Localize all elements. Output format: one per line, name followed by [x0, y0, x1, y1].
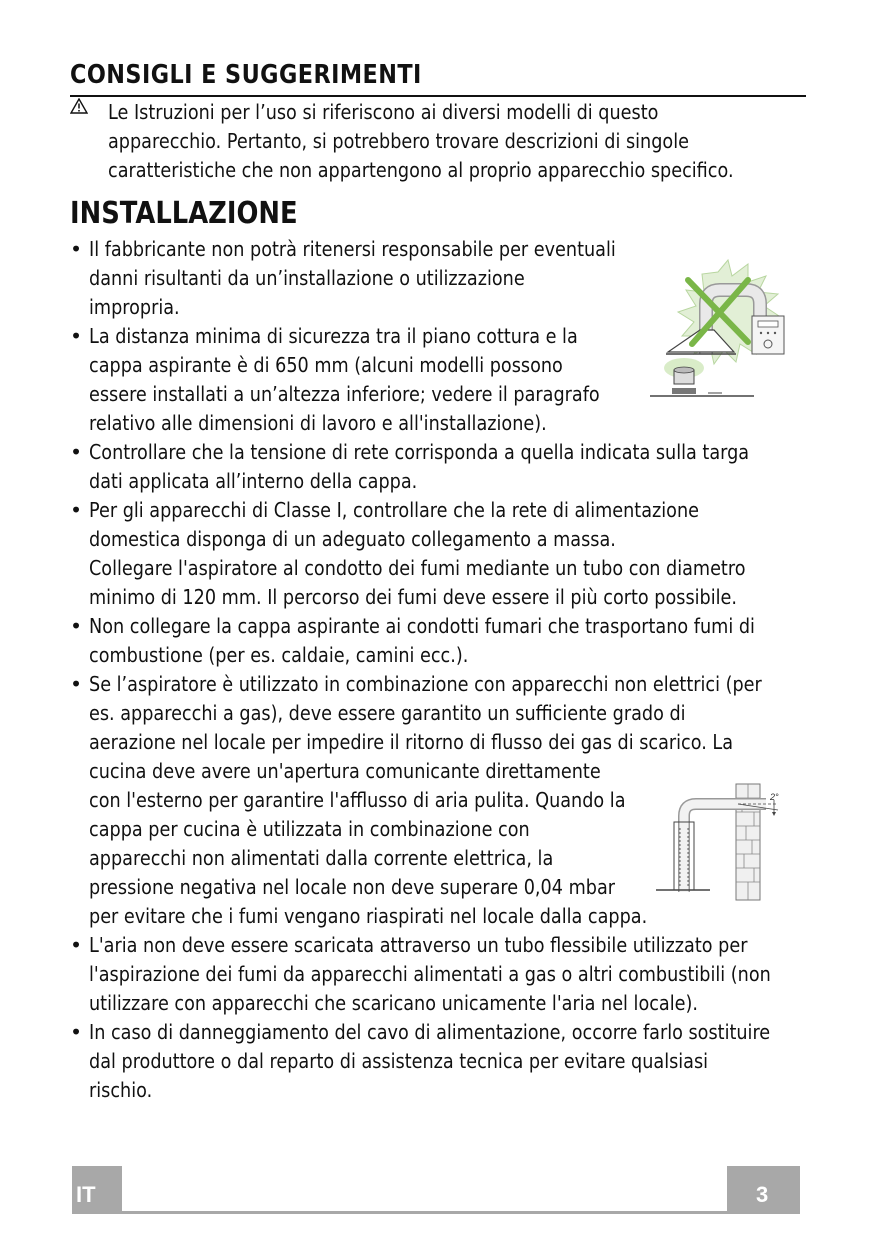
footer-rule — [72, 1211, 800, 1214]
item-line: dal produttore o dal reparto di assistenza tecnica per evitare qualsiasi — [89, 1049, 709, 1073]
item-line: utilizzare con apparecchi che scaricano unicamente l'aria nel locale). — [89, 991, 698, 1015]
item-line: domestica disponga di un adeguato collegamento a massa. — [89, 527, 616, 551]
bullet: • — [70, 237, 83, 261]
item-line: Collegare l'aspiratore al condotto dei fumi mediante un tubo con diametro — [89, 556, 746, 580]
item-line: essere installati a un’altezza inferiore; vedere il paragrafo — [89, 382, 600, 406]
item-line: minimo di 120 mm. Il percorso dei fumi deve essere il più corto possibile. — [89, 585, 737, 609]
title-rule — [70, 95, 806, 97]
hood-boiler-warning-illustration — [648, 258, 788, 403]
angle-arrow-icon — [772, 812, 776, 816]
item-line: cucina deve avere un'apertura comunicante direttamente — [89, 759, 601, 783]
item-line: Per gli apparecchi di Classe I, controllare che la rete di alimentazione — [89, 498, 699, 522]
warning-line: caratteristiche che non appartengono al proprio apparecchio specifico. — [108, 158, 734, 182]
item-line: rischio. — [89, 1078, 153, 1102]
bullet: • — [70, 614, 83, 638]
item-line: danni risultanti da un’installazione o utilizzazione — [89, 266, 525, 290]
item-line: Non collegare la cappa aspirante ai condotti fumari che trasportano fumi di — [89, 614, 755, 638]
item-line: In caso di danneggiamento del cavo di alimentazione, occorre farlo sostituire — [89, 1020, 771, 1044]
page-number: 3 — [756, 1182, 769, 1207]
bullet: • — [70, 1020, 83, 1044]
list-item — [70, 438, 790, 496]
list-item — [70, 1018, 790, 1105]
item-line: es. apparecchi a gas), deve essere garantito un sufficiente grado di — [89, 701, 686, 725]
bullet: • — [70, 933, 83, 957]
bullet: • — [70, 672, 83, 696]
item-line: l'aspirazione dei fumi da apparecchi alimentati a gas o altri combustibili (non — [89, 962, 771, 986]
duct-wall-slope-illustration — [654, 782, 789, 904]
pot-rim — [674, 367, 694, 373]
item-line: combustione (per es. caldaie, camini ecc.). — [89, 643, 469, 667]
section-title-tips: CONSIGLI E SUGGERIMENTI — [70, 60, 422, 90]
item-line: Il fabbricante non potrà ritenersi responsabile per eventuali — [89, 237, 616, 261]
warning-line: Le Istruzioni per l’uso si riferiscono ai diversi modelli di questo — [108, 100, 659, 124]
burner — [672, 388, 696, 394]
warning-triangle-icon — [70, 98, 88, 114]
section-title-installation: INSTALLAZIONE — [70, 196, 298, 231]
item-line: L'aria non deve essere scaricata attraverso un tubo flessibile utilizzato per — [89, 933, 748, 957]
boiler-knob — [767, 332, 769, 334]
item-line: dati applicata all’interno della cappa. — [89, 469, 418, 493]
item-line: apparecchi non alimentati dalla corrente elettrica, la — [89, 846, 554, 870]
boiler-display — [758, 321, 778, 327]
item-line: La distanza minima di sicurezza tra il piano cottura e la — [89, 324, 578, 348]
warning-text — [108, 98, 828, 185]
bullet: • — [70, 324, 83, 348]
language-tab — [72, 1166, 122, 1214]
list-item — [70, 931, 790, 1018]
angle-label: 2° — [770, 792, 779, 802]
item-line: pressione negativa nel locale non deve superare 0,04 mbar — [89, 875, 615, 899]
language-code: IT — [76, 1182, 96, 1207]
item-line: impropria. — [89, 295, 180, 319]
item-line: Se l’aspiratore è utilizzato in combinazione con apparecchi non elettrici (per — [89, 672, 762, 696]
boiler-knob — [774, 332, 776, 334]
warning-line: apparecchio. Pertanto, si potrebbero trovare descrizioni di singole — [108, 129, 689, 153]
item-line: aerazione nel locale per impedire il ritorno di flusso dei gas di scarico. La — [89, 730, 734, 754]
item-line: per evitare che i fumi vengano riaspirati nel locale dalla cappa. — [89, 904, 648, 928]
item-line: Controllare che la tensione di rete corrisponda a quella indicata sulla targa — [89, 440, 750, 464]
bullet: • — [70, 440, 83, 464]
boiler-knob — [760, 332, 762, 334]
list-item — [70, 612, 790, 670]
bullet: • — [70, 498, 83, 522]
item-line: relativo alle dimensioni di lavoro e all'installazione). — [89, 411, 547, 435]
page-number-tab — [727, 1166, 800, 1214]
item-line: con l'esterno per garantire l'afflusso di aria pulita. Quando la — [89, 788, 626, 812]
list-item — [70, 496, 790, 612]
item-line: cappa aspirante è di 650 mm (alcuni modelli possono — [89, 353, 563, 377]
item-line: cappa per cucina è utilizzata in combinazione con — [89, 817, 530, 841]
